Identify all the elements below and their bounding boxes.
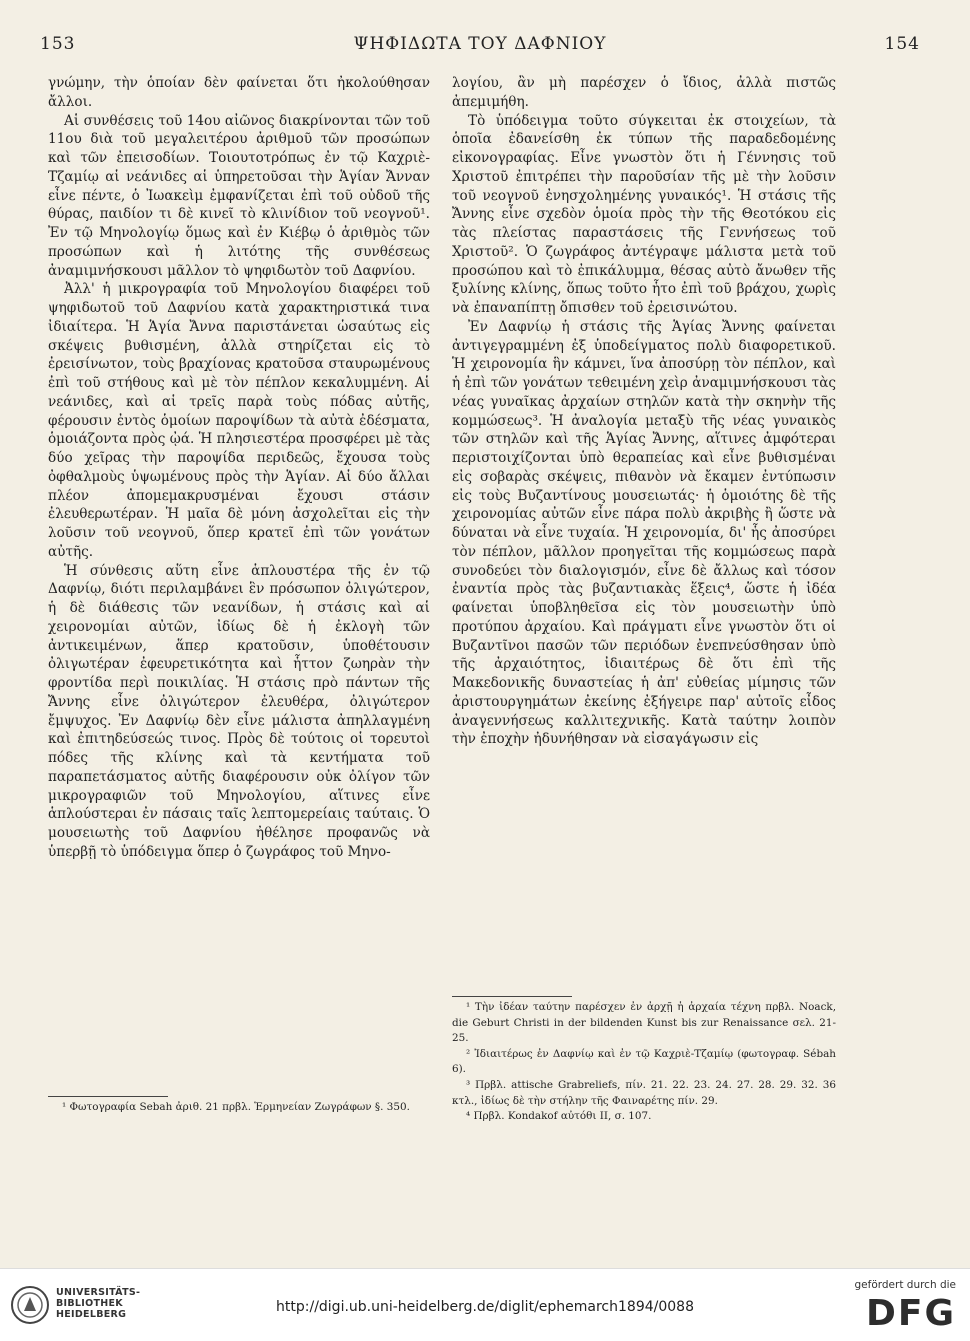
left-footnotes [48, 1100, 430, 1116]
footnote: ³ Πρβλ. attische Grabreliefs, πίν. 21. 22. 23. 24. 27. 28. 29. 32. 36 κτλ., ἰδίως δὲ τὴν στήλην τῆς Φαιναρέτης πίν. 29. [452, 1078, 836, 1107]
paragraph: Αἱ συνθέσεις τοῦ 14ου αἰῶνος διακρίνονται τῶν τοῦ 11ου διὰ τοῦ μεγαλειτέρου ἀριθμοῦ τῶν προσώπων καὶ τῶν ἐπεισοδίων. Τοιουτοτρόπως ἐν τῷ Καχριὲ-Τζαμίῳ αἱ νεάνιδες αἱ ὑπηρετοῦσαι τὴν Ἁγίαν Ἄνναν εἶνε πέντε, ὁ Ἰωακεὶμ ἐμφανίζεται ἐπὶ τοῦ οὐδοῦ τῆς θύρας, παιδίον τι δὲ κινεῖ τὸ κλινίδιον τοῦ νεογνοῦ¹. Ἐν τῷ Μηνολογίῳ ὅμως καὶ ἐν Κιέβῳ ὁ ἀριθμὸς τῶν προσώπων καὶ ἡ λιτότης τῆς συνθέσεως ἀναμιμνήσκουσι μᾶλλον τὸ ψηφιδωτὸν τοῦ Δαφνίου. [48, 112, 430, 279]
paragraph: γνώμην, τὴν ὁποίαν δὲν φαίνεται ὅτι ἠκολούθησαν ἄλλοι. [48, 75, 430, 110]
permalink[interactable]: http://digi.ub.uni-heidelberg.de/diglit/ephemarch1894/0088 [276, 1299, 694, 1315]
paragraph: Τὸ ὑπόδειγμα τοῦτο σύγκειται ἐκ στοιχείων, τὰ ὁποῖα ἐδανείσθη ἐκ τύπων τῆς παραδεδομένης εἰκονογραφίας. Εἶνε γνωστὸν ὅτι ἡ Γέννησις τοῦ Χριστοῦ ἐπιτρέπει τὴν παροῦσίαν τῆς μὲ τὴν λοῦσιν τοῦ νεογνοῦ ἐνησχολημένης γυναικός¹. Ἡ στάσις τῆς Ἄννης εἶνε σχεδὸν ὁμοία πρὸς τὴν τῆς Θεοτόκου εἰς τὰς πλείστας παραστάσεις τῆς Γεννήσεως τοῦ Χριστοῦ². Ὁ ζωγράφος ἀντέγραψε μάλιστα μετὰ τοῦ προσώπου καὶ τὸ ἐπικάλυμμα, θέσας αὐτὸ ἄνωθεν τῆς ξυλίνης κλίνης, ὅπως τοῦτο ἧτο ἐπὶ τοῦ βράχου, χωρὶς νὰ ἐπαναπίπτῃ ὄπισθεν τοῦ ἐρεισινώτου. [452, 112, 836, 316]
paragraph: Ἐν Δαφνίῳ ἡ στάσις τῆς Ἁγίας Ἄννης φαίνεται ἀντιγεγραμμένη ἐξ ὑποδείγματος πολὺ διαφορετικοῦ. Ἡ χειρονομία ἣν κάμνει, ἵνα ἀποσύρῃ τὸν πέπλον, καὶ ἡ ἐπὶ τῶν γονάτων τεθειμένη χεὶρ ἀναμιμνήσκουσι τὰς νέας γυναῖκας ἀρχαίων στηλῶν κατὰ τὴν σκηνὴν τῆς κομμώσεως³. Ἡ ἀναλογία μεταξὺ τῆς νέας γυναικὸς τῶν στηλῶν καὶ τῆς Ἁγίας Ἄννης, αἵτινες ἀμφότεραι περιστοιχίζονται ὑπὸ θεραπείας καὶ εἶνε βυθισμέναι εἰς σοβαρὰς σκέψεις, πιθανὸν νὰ ἔκαμεν ἐντύπωσιν εἰς τοὺς Βυζαντίνους μουσειωτάς· ἡ ὁμοιότης δὲ τῆς χειρονομίας αὐτῶν εἶνε πάρα πολὺ ἀκριβὴς ἢ ὥστε νὰ δύναται νὰ εἶνε τυχαία. Ἡ χειρονομία, δι' ἧς ἀποσύρει τὸν πέπλον, μᾶλλον προηγεῖται τῆς κομμώσεως παρὰ συνοδεύει τὸν διαλογισμόν, εἶνε δὲ ἄλλως καὶ τόσον ἐναντία πρὸς τὰς βυζαντιακὰς ἕξεις⁴, ὥστε ἡ ἰδέα φαίνεται ὑποβληθεῖσα εἰς τὸν μουσειωτὴν ὑπὸ προτύπου ἀρχαίου. Καὶ πράγματι εἶνε γνωστὸν ὅτι οἱ Βυζαντῖνοι πασῶν τῶν περιόδων ἐνεπνεύσθησαν ὑπὸ τῆς ἀρχαιότητος, ἰδιαιτέρως δὲ ὅτι ἐπὶ τῆς Μακεδονικῆς δυναστείας ἡ ἀπ' εὐθείας μίμησις τῶν ἀριστουργημάτων ἐκείνης ἐξήγειρε παρ' αὐτοῖς εἶδος ἀναγεννήσεως καλλιτεχνικῆς. Κατὰ ταύτην λοιπὸν τὴν ἐποχὴν ἠδυνήθησαν νὰ εἰσαγάγωσιν εἰς [452, 318, 836, 748]
footnote: ⁴ Πρβλ. Kondakof αὐτόθι II, σ. 107. [466, 1110, 652, 1123]
right-column [452, 74, 836, 749]
library-line: UNIVERSITÄTS- [56, 1287, 141, 1298]
footnote-rule [48, 1096, 168, 1097]
digitization-footer [0, 1268, 970, 1341]
library-line: BIBLIOTHEK [56, 1298, 123, 1309]
left-column [48, 74, 430, 862]
funded-by-label: gefördert durch die [854, 1279, 956, 1291]
paragraph: λογίου, ἂν μὴ παρέσχεν ὁ ἴδιος, ἀλλὰ πιστῶς ἀπεμιμήθη. [452, 75, 836, 110]
footnote: ² Ἰδιαιτέρως ἐν Δαφνίῳ καὶ ἐν τῷ Καχριὲ-Τζαμίῳ (φωτογραφ. Sébah 6). [452, 1047, 836, 1076]
dfg-logo: DFG [865, 1293, 956, 1334]
paragraph: Ἡ σύνθεσις αὕτη εἶνε ἁπλουστέρα τῆς ἐν τῷ Δαφνίῳ, διότι περιλαμβάνει ἓν πρόσωπον ὀλιγώτερον, ἡ δὲ διάθεσις τῶν νεανίδων, ἡ στάσις καὶ αἱ χειρονομίαι αὐτῶν, ἰδίως δὲ ἡ ἐκλογὴ τῶν ἀντικειμένων, ἅπερ κρατοῦσιν, ὑποθέτουσιν ὀλιγωτέραν ἐφευρετικότητα καὶ ἧττον ζωηρὰν τὴν φροντίδα περὶ ποικιλίας. Ἡ στάσις πρὸ πάντων τῆς Ἄννης εἶνε ὀλιγώτερον ἐλευθέρα, ὀλιγώτερον ἔμψυχος. Ἐν Δαφνίῳ δὲν εἶνε μάλιστα ἀπηλλαγμένη καὶ ἐπιτηδεύσεώς τινος. Πρὸς δὲ τούτοις οἱ τορευτοὶ πόδες τῆς κλίνης καὶ τὰ κεντήματα τοῦ παραπετάσματος αὐτῆς διαφέρουσιν οὐκ ὀλίγον τῶν μικρογραφιῶν τοῦ Μηνολογίου, αἵτινες εἶνε ἁπλούστεραι ἐν πάσαις ταῖς λεπτομερείαις ταύταις. Ὁ μουσειωτὴς τοῦ Δαφνίου ἠθέλησε προφανῶς νὰ ὑπερβῇ τὸ ὑπόδειγμα ὅπερ ὁ ζωγράφος τοῦ Μηνο- [48, 562, 430, 860]
page-number-right: 154 [884, 34, 920, 54]
footnote-rule [452, 996, 572, 997]
paragraph: Ἀλλ' ἡ μικρογραφία τοῦ Μηνολογίου διαφέρει τοῦ ψηφιδωτοῦ τοῦ Δαφνίου κατὰ χαρακτηριστικά τινα ἰδιαίτερα. Ἡ Ἁγία Ἄννα παριστάνεται ὡσαύτως εἰς σκέψεις βυθισμένη, ἀλλὰ στηρίζεται εἰς τὸ ἐρεισίνωτον, τοὺς βραχίονας κρατοῦσα σταυρωμένους ἐπὶ τοῦ στήθους καὶ μὲ τὸν πέπλον κεκαλυμμένη. Αἱ νεάνιδες, καὶ αἱ τρεῖς παρὰ τοὺς πόδας αὐτῆς, φέρουσιν ἐντὸς ὁμοίων παροψίδων τὰ αὐτὰ ἐδέσματα, ὁμοιάζοντα πρὸς ᾠά. Ἡ πλησιεστέρα προσφέρει μὲ τὰς δύο χεῖρας τὴν παροψίδα περιδεῶς, ἔχουσα τοὺς ὀφθαλμοὺς ὑψωμένους πρὸς τὴν Ἁγίαν. Αἱ δύο ἄλλαι πλέον ἀπομεμακρυσμέναι ἔχουσι στάσιν ἐλευθερωτέραν. Ἡ μαῖα δὲ μόνη ἀσχολεῖται εἰς τὴν λοῦσιν τοῦ νεογνοῦ, ὅπερ κρατεῖ ἐπὶ τῶν γονάτων αὐτῆς. [48, 281, 430, 560]
footnote: ¹ Φωτογραφία Sebah ἀριθ. 21 πρβλ. Ἑρμηνείαν Ζωγράφων §. 350. [62, 1101, 410, 1113]
running-header [40, 34, 920, 60]
page-number-left: 153 [40, 34, 76, 54]
footnote: ¹ Τὴν ἰδέαν ταύτην παρέσχεν ἐν ἀρχῇ ἡ ἀρχαία τέχνη πρβλ. Noack, die Geburt Christi in der bildenden Kunst bis zur Renaissance σελ. 21-25. [452, 1001, 836, 1045]
running-title: ΨΗΦΙΔΩΤΑ ΤΟΥ ΔΑΦΝΙΟΥ [353, 34, 607, 54]
right-footnotes [452, 1000, 836, 1125]
library-line: HEIDELBERG [56, 1309, 127, 1320]
